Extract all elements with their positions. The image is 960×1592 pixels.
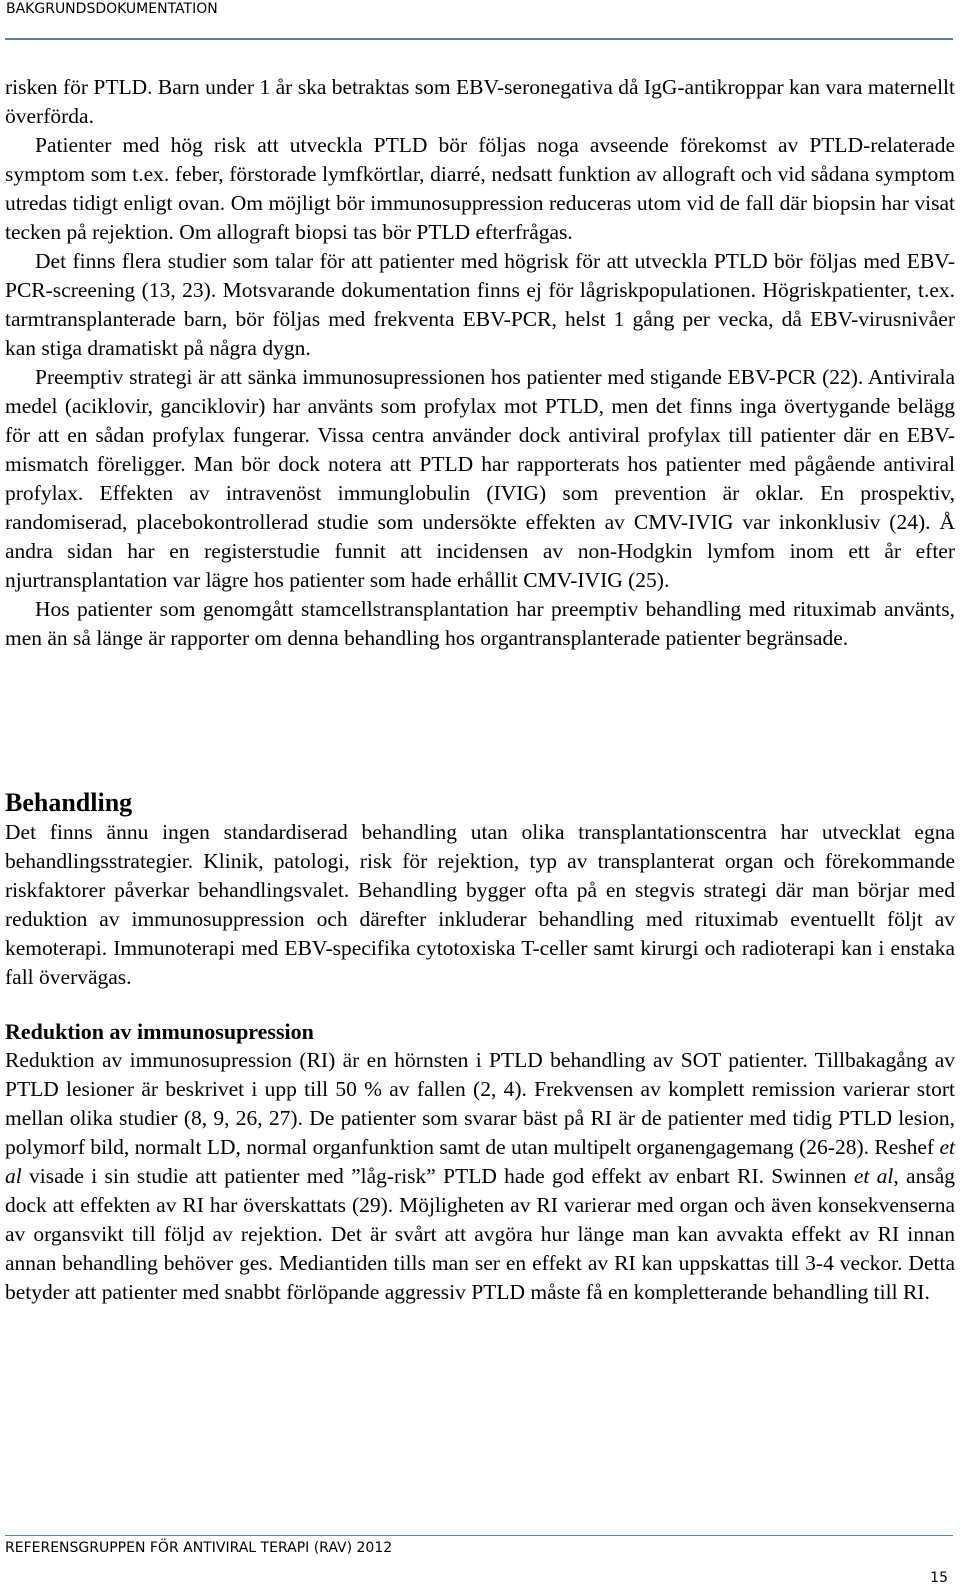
- paragraph: Det finns flera studier som talar för att patienter med högrisk för att utveckla PTLD bör följas med EBV-PCR-screening (13, 23). Motsvarande dokumentation finns ej för lågriskpopulationen. Högriskpatienter, t.ex. tarmtransplanterade barn, bör följas med frekventa EBV-PCR, helst 1 gång per vecka, då EBV-virusnivåer kan stiga dramatiskt på några dygn.: [5, 249, 955, 360]
- section-heading-reduktion: Reduktion av immunosupression: [5, 1019, 314, 1044]
- italic-text: et al: [853, 1164, 894, 1188]
- section-heading-behandling: Behandling: [5, 788, 133, 817]
- reduktion-text: [5, 1046, 955, 1307]
- paragraph: Preemptiv strategi är att sänka immunosupressionen hos patienter med stigande EBV-PCR (22). Antivirala medel (aciklovir, ganciklovir) har använts som profylax mot PTLD, men det finns inga övertygande belägg för att en sådan profylax fungerar. Vissa centra använder dock antiviral profylax till patienter där en EBV-mismatch föreligger. Man bör dock notera att PTLD har rapporterats hos patienter med pågående antiviral profylax. Effekten av intravenöst immunglobulin (IVIG) som prevention är oklar. En prospektiv, randomiserad, placebokontrollerad studie som undersökte effekten av CMV-IVIG var inkonklusiv (24). Å andra sidan har en registerstudie funnit att incidensen av non-Hodgkin lymfom inom ett år efter njurtransplantation var lägre hos patienter som hade erhållit CMV-IVIG (25).: [5, 365, 955, 592]
- text-run: Reduktion av immunosupression (RI) är en hörnsten i PTLD behandling av SOT patienter. Tillbakagång av PTLD lesioner är beskrivet i upp till 50 % av fallen (2, 4). Frekvensen av komplett remission varierar stort mellan olika studier (8, 9, 26, 27). De patienter som svarar bäst på RI är de patienter med tidig PTLD lesion, polymorf bild, normalt LD, normal organfunktion samt de utan multipelt organengagemang (26-28). Reshef: [5, 1048, 955, 1159]
- italic-text: et al: [5, 1135, 955, 1188]
- text-run: , ansåg dock att effekten av RI har överskattats (29). Möjligheten av RI varierar med organ och även konsekvenserna av organsvikt till följd av rejektion. Det är svårt att avgöra hur länge man kan avvakta effekt av RI innan annan behandling behöver ges. Mediantiden tills man ser en effekt av RI kan uppskattas till 3-4 veckor. Detta betyder att patienter med snabbt förlöpande aggressiv PTLD måste få en kompletterande behandling till RI.: [5, 1164, 955, 1304]
- text-run: visade i sin studie att patienter med ”låg-risk” PTLD hade god effekt av enbart RI. Swinnen: [21, 1164, 854, 1188]
- paragraph: risken för PTLD. Barn under 1 år ska betraktas som EBV-seronegativa då IgG-antikroppar kan vara maternellt överförda.: [5, 75, 955, 128]
- paragraph: Hos patienter som genomgått stamcellstransplantation har preemptiv behandling med rituximab använts, men än så länge är rapporter om denna behandling hos organtransplanterade patienter begränsade.: [5, 597, 955, 650]
- footer-divider: [5, 1535, 953, 1536]
- paragraph: [5, 1046, 955, 1307]
- footer-text: REFERENSGRUPPEN FÖR ANTIVIRAL TERAPI (RAV) 2012: [5, 1540, 393, 1556]
- page-number: 15: [930, 1570, 948, 1586]
- header-title: BAKGRUNDSDOKUMENTATION: [6, 1, 218, 17]
- paragraph: Patienter med hög risk att utveckla PTLD bör följas noga avseende förekomst av PTLD-relaterade symptom som t.ex. feber, förstorade lymfkörtlar, diarré, nedsatt funktion av allograft och vid sådana symptom utredas tidigt enligt ovan. Om möjligt bör immunosuppression reduceras utom vid de fall där biopsin har visat tecken på rejektion. Om allograft biopsi tas bör PTLD efterfrågas.: [5, 133, 955, 244]
- behandling-text: [5, 818, 955, 992]
- paragraph: Det finns ännu ingen standardiserad behandling utan olika transplantationscentra har utvecklat egna behandlingsstrategier. Klinik, patologi, risk för rejektion, typ av transplanterat organ och förekommande riskfaktorer påverkar behandlingsvalet. Behandling bygger ofta på en stegvis strategi där man börjar med reduktion av immunosuppression och därefter inkluderar behandling med rituximab eventuellt följt av kemoterapi. Immunoterapi med EBV-specifika cytotoxiska T-celler samt kirurgi och radioterapi kan i enstaka fall övervägas.: [5, 820, 955, 989]
- page-header: [5, 0, 953, 40]
- body-text-top: [5, 73, 955, 653]
